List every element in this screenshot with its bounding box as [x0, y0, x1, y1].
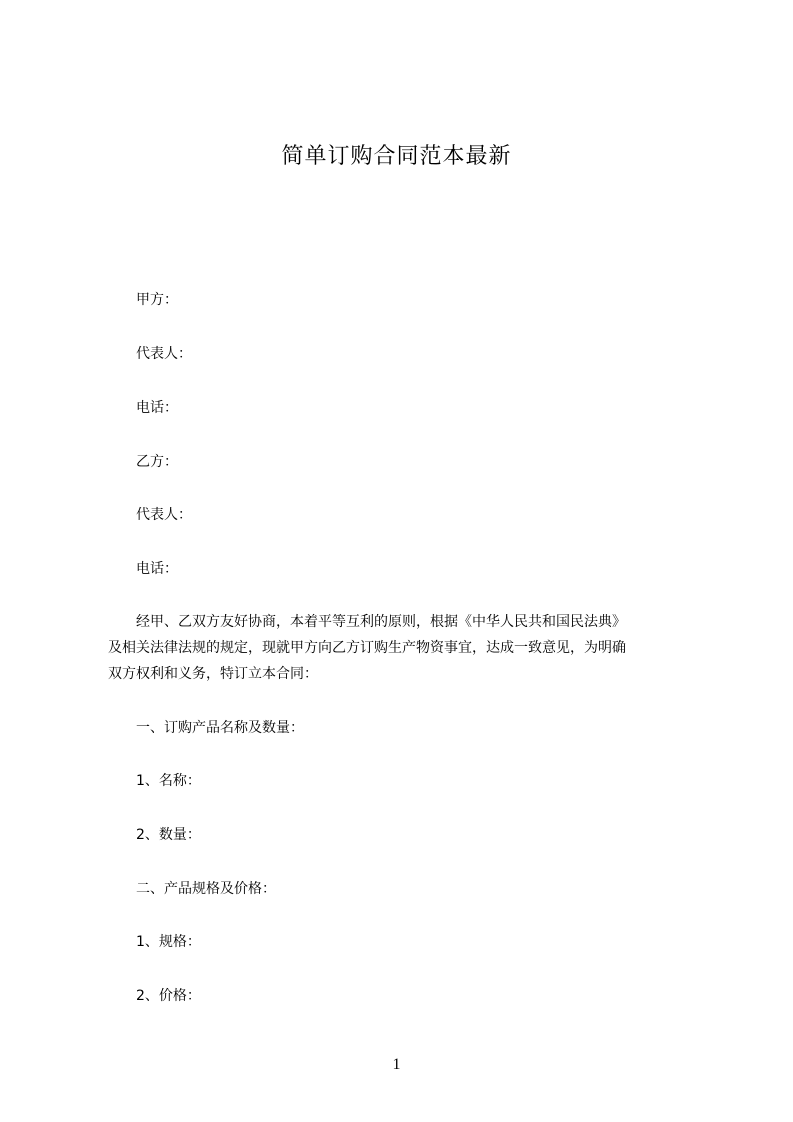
- party-a-field: 甲方：: [136, 292, 178, 308]
- section-1-item-name: 1、名称：: [136, 773, 201, 789]
- section-2-heading: 二、产品规格及价格：: [136, 881, 276, 897]
- section-2-item-spec: 1、规格：: [136, 934, 201, 950]
- section-2-item-price: 2、价格：: [136, 988, 201, 1004]
- party-b-representative-field: 代表人：: [136, 507, 192, 523]
- preamble-line: 及相关法律法规的规定，现就甲方向乙方订购生产物资事宜，达成一致意见，为明确: [108, 640, 626, 656]
- party-b-field: 乙方：: [136, 454, 178, 470]
- document-title: 简单订购合同范本最新: [281, 144, 512, 169]
- preamble-line: 经甲、乙双方友好协商，本着平等互利的原则，根据《中华人民共和国民法典》: [122, 614, 626, 630]
- preamble-line: 双方权利和义务，特订立本合同：: [108, 666, 318, 682]
- preamble-paragraph: [108, 609, 708, 687]
- party-b-phone-field: 电话：: [136, 561, 178, 577]
- section-1-item-quantity: 2、数量：: [136, 827, 201, 843]
- party-a-phone-field: 电话：: [136, 400, 178, 416]
- section-1-heading: 一、订购产品名称及数量：: [136, 720, 304, 736]
- page-number: 1: [392, 1056, 401, 1073]
- party-a-representative-field: 代表人：: [136, 346, 192, 362]
